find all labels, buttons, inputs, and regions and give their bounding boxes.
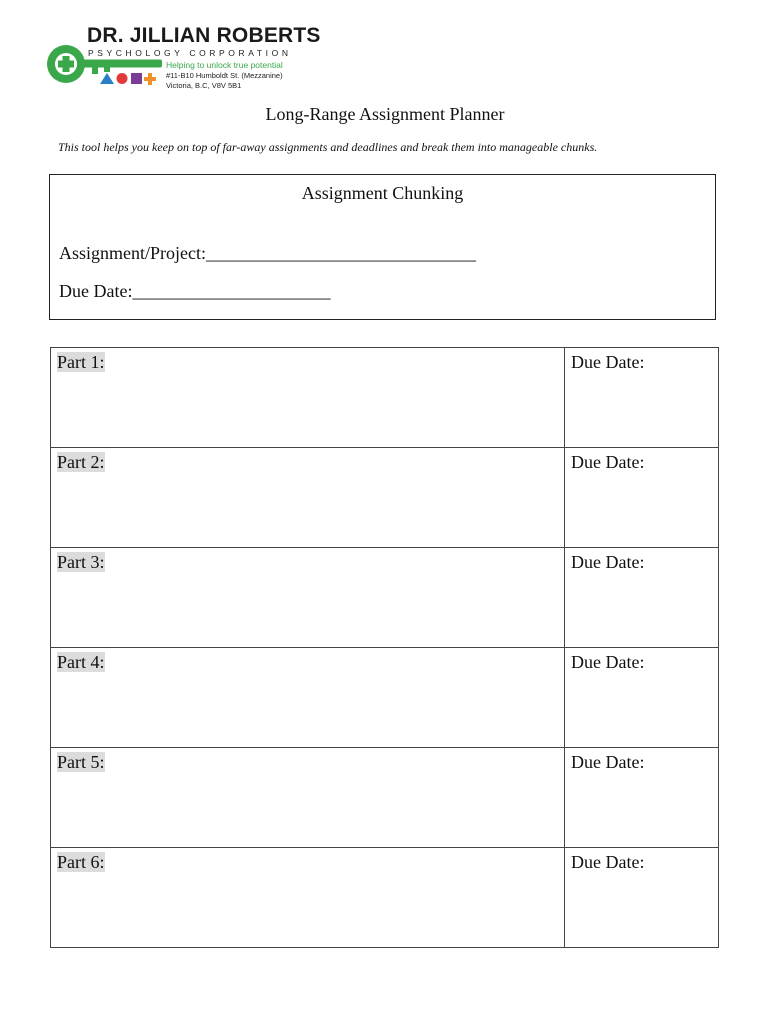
part-1-cell[interactable] [51, 348, 565, 448]
logo-corporation: PSYCHOLOGY CORPORATION [88, 48, 292, 58]
page-subtitle: This tool helps you keep on top of far-away assignments and deadlines and break them into manageable chunks. [58, 140, 598, 154]
table-row [51, 748, 719, 848]
logo-address-line-2: Victoria, B.C, V8V 5B1 [166, 81, 242, 90]
assignment-project-field[interactable]: Assignment/Project:______________________________ [59, 243, 476, 263]
assignment-chunking-box [49, 174, 716, 320]
part-3-due-cell[interactable] [565, 548, 719, 648]
part-label: Part 1: [57, 352, 105, 372]
table-row [51, 648, 719, 748]
part-label: Part 2: [57, 452, 105, 472]
part-5-due-cell[interactable] [565, 748, 719, 848]
part-3-cell[interactable] [51, 548, 565, 648]
part-6-cell[interactable] [51, 848, 565, 948]
due-date-label: Due Date: [571, 352, 645, 372]
part-label: Part 6: [57, 852, 105, 872]
part-4-due-cell[interactable] [565, 648, 719, 748]
logo-address-line-1: #11-B10 Humboldt St. (Mezzanine) [166, 71, 283, 80]
part-6-due-cell[interactable] [565, 848, 719, 948]
chunking-heading: Assignment Chunking [301, 183, 464, 203]
parts-table [50, 347, 719, 948]
part-label: Part 4: [57, 652, 105, 672]
due-date-label: Due Date: [571, 852, 645, 872]
due-date-label: Due Date: [571, 552, 645, 572]
part-4-cell[interactable] [51, 648, 565, 748]
page-title: Long-Range Assignment Planner [265, 104, 505, 124]
due-date-label: Due Date: [571, 752, 645, 772]
part-1-due-cell[interactable] [565, 348, 719, 448]
due-date-field[interactable]: Due Date:______________________ [59, 281, 331, 301]
logo-tagline: Helping to unlock true potential [166, 60, 283, 70]
part-2-due-cell[interactable] [565, 448, 719, 548]
part-label: Part 5: [57, 752, 105, 772]
due-date-label: Due Date: [571, 452, 645, 472]
part-5-cell[interactable] [51, 748, 565, 848]
table-row [51, 448, 719, 548]
logo-name: DR. JILLIAN ROBERTS [87, 24, 321, 47]
part-label: Part 3: [57, 552, 105, 572]
table-row [51, 848, 719, 948]
part-2-cell[interactable] [51, 448, 565, 548]
logo [44, 22, 344, 92]
due-date-label: Due Date: [571, 652, 645, 672]
table-row [51, 348, 719, 448]
table-row [51, 548, 719, 648]
